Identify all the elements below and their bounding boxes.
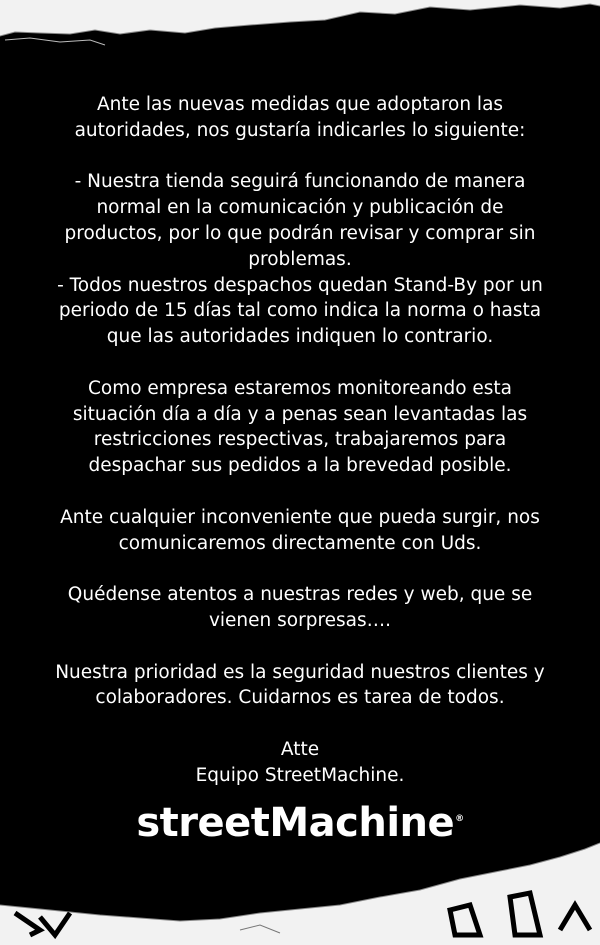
- signature-line-2: Equipo StreetMachine.: [195, 764, 405, 786]
- monitor-line-1: Como empresa estaremos monitoreando esta: [87, 377, 513, 399]
- notice-text: [30, 92, 570, 789]
- intro-line-1: Ante las nuevas medidas que adoptaron las: [96, 94, 504, 115]
- priority-line-2: colaboradores. Cuidarnos es tarea de todos.: [95, 687, 505, 709]
- intro-line-2: autoridades, nos gustaría indicarles lo siguiente:: [74, 119, 526, 141]
- bullet1-line-2: normal en la comunicación y publicación de: [96, 197, 504, 219]
- contact-paragraph: [30, 505, 570, 557]
- registered-mark: ®: [455, 814, 464, 824]
- monitor-line-2: situación día a día y a penas sean levantadas las: [72, 403, 528, 425]
- signature: [30, 737, 570, 789]
- torn-paper-bottom: [0, 835, 600, 945]
- monitoring-paragraph: [30, 376, 570, 479]
- bullet1-line-4: problemas.: [248, 248, 352, 270]
- signature-line-1: Atte: [280, 738, 320, 760]
- bullet2-line-1: - Todos nuestros despachos quedan Stand-By por un: [57, 274, 543, 296]
- bullet2-line-2: periodo de 15 días tal como indica la norma o hasta: [58, 300, 542, 322]
- bullet1-line-1: - Nuestra tienda seguirá funcionando de manera: [74, 171, 526, 193]
- bullet2-line-3: que las autoridades indiquen lo contrario.: [106, 326, 494, 348]
- intro-paragraph: [30, 92, 570, 144]
- social-line-2: vienen sorpresas….: [208, 609, 392, 631]
- priority-paragraph: [30, 660, 570, 712]
- store-bullet: [30, 169, 570, 350]
- priority-line-1: Nuestra prioridad es la seguridad nuestros clientes y: [55, 661, 545, 683]
- social-line-1: Quédense atentos a nuestras redes y web, que se: [67, 584, 533, 606]
- contact-line-2: comunicaremos directamente con Uds.: [118, 532, 482, 554]
- monitor-line-3: restricciones respectivas, trabajaremos para: [93, 429, 507, 451]
- contact-line-1: Ante cualquier inconveniente que pueda surgir, nos: [60, 506, 540, 528]
- torn-paper-top: [0, 0, 600, 60]
- bullet1-line-3: productos, por lo que podrán revisar y comprar sin: [64, 222, 536, 244]
- monitor-line-4: despachar sus pedidos a la brevedad posible.: [88, 455, 512, 477]
- social-paragraph: [30, 582, 570, 634]
- logo-text: streetMachine: [136, 800, 455, 846]
